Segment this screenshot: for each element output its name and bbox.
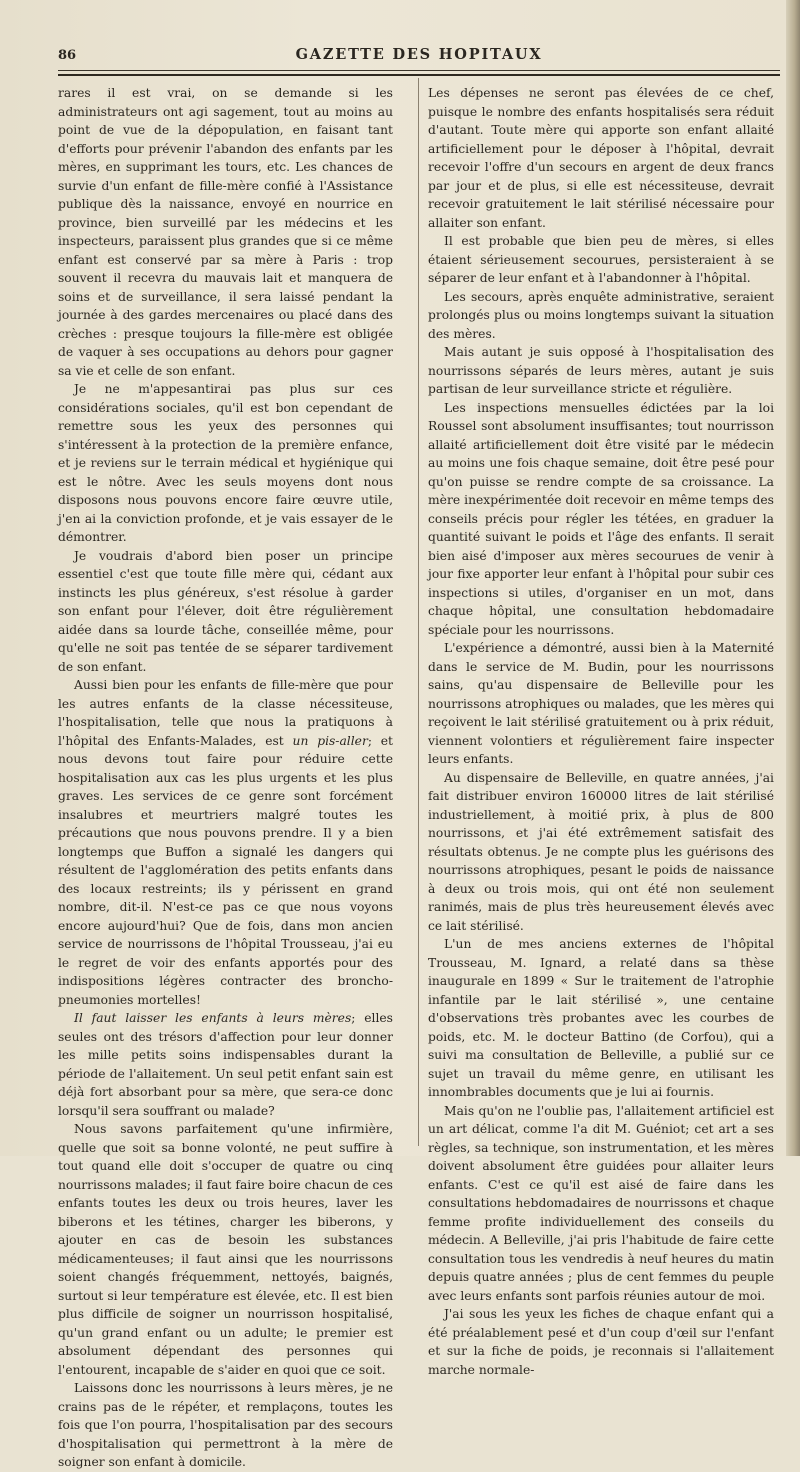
page-edge-shadow — [786, 0, 800, 1156]
right-paragraph-8: L'un de mes anciens externes de l'hôpital Trousseau, M. Ignard, a relaté dans sa thèse inaugurale en 1899 « Sur le traitement de l'atrophie infantile par le lait stérilisé », une centaine d'observations très probantes avec les courbes de poids, etc. M. le docteur Battino (de Corfou), qui a suivi ma consultation de Belleville, a publié sur ce sujet un travail du même genre, en utilisant les innombrables documents que je lui ai fournis. — [428, 937, 774, 1099]
left-paragraph-5 — [58, 1009, 393, 1120]
header-rule-thin — [58, 70, 780, 71]
left-paragraph-6: Nous savons parfaitement qu'une infirmière, quelle que soit sa bonne volonté, ne peut suffire à tout quand elle doit s'occuper de quatre ou cinq nourrissons malades; il faut faire boire chacun de ces enfants toutes les deux ou trois heures, laver les biberons et les tétines, charger les biberons, y ajouter en cas de besoin les substances médicamenteuses; il faut ainsi que les nourrissons soient changés fréquemment, nettoyés, baignés, surtout si leur température est élevée, etc. Il est bien plus difficile de soigner un nourrisson hospitalisé, qu'un grand enfant ou un adulte; le premier est absolument dépendant des personnes qui l'entourent, incapable de s'aider en quoi que ce soit. — [58, 1122, 393, 1377]
left-paragraph-2: Je ne m'appesantirai pas plus sur ces considérations sociales, qu'il est bon cependant de remettre sous les yeux des personnes qui s'intéressent à la protection de la première enfance, et je reviens sur le terrain médical et hygiénique qui est le nôtre. Avec les seuls moyens dont nous disposons nous pouvons encore faire œuvre utile, j'en ai la conviction profonde, et je vais essayer de le démontrer. — [58, 382, 393, 544]
left-paragraph-1: rares il est vrai, on se demande si les administrateurs ont agi sagement, tout au moins au point de vue de la dépopulation, en faisant tant d'efforts pour prévenir l'abandon des enfants par les mères, en supprimant les tours, etc. Les chances de survie d'un enfant de fille-mère confié à l'Assistance publique dès la naissance, envoyé en nourrice en province, bien surveillé par les médecins et les inspecteurs, paraissent plus grandes que si ce même enfant est conservé par sa mère à Paris : trop souvent il recevra du mauvais lait et manquera de soins et de surveillance, il sera laissé pendant la journée à des gardes mercenaires ou placé dans des crèches : presque toujours la fille-mère est obligée de vaquer à ses occupations au dehors pour gagner sa vie et celle de son enfant. — [58, 86, 393, 378]
left-paragraph-5-italic: Il faut laisser les enfants à leurs mères — [74, 1011, 352, 1025]
right-paragraph-3: Les secours, après enquête administrative, seraient prolongés plus ou moins longtemps suivant la situation des mères. — [428, 289, 774, 341]
left-paragraph-4-text-b: ; et nous devons tout faire pour réduire cette hospitalisation aux cas les plus urgents et les plus graves. Les services de ce genre sont forcément insalubres et meurtriers malgré toutes les précautions que nous pouvons prendre. Il y a bien longtemps que Buffon a signalé les dangers qui résultent de l'agglomération des petits enfants dans des locaux restreints; ils y périssent en grand nombre, dit-il. N'est-ce pas ce que nous voyons encore aujourd'hui? Que de fois, dans mon ancien service de nourrissons de l'hôpital Trousseau, j'ai eu le regret de voir des enfants apportés pour des indispositions légères contracter des broncho-pneumonies mortelles! — [58, 733, 393, 1007]
right-paragraph-5: Les inspections mensuelles édictées par la loi Roussel sont absolument insuffisantes; tout nourrisson allaité artificiellement doit être visité par le médecin au moins une fois chaque semaine, doit être pesé pour qu'on puisse se rendre compte de sa croissance. La mère inexpérimentée doit recevoir en même temps des conseils précis pour régler les tétées, en graduer la quantité suivant le poids et l'âge des enfants. Il serait bien aisé d'imposer aux mères secourues de venir à jour fixe apporter leur enfant à l'hôpital pour subir ces inspections si utiles, d'organiser en un mot, dans chaque hôpital, une consultation hebdomadaire spéciale pour les nourrissons. — [428, 400, 774, 637]
right-paragraph-1: Les dépenses ne seront pas élevées de ce chef, puisque le nombre des enfants hospitalisés sera réduit d'autant. Toute mère qui apporte son enfant allaité artificiellement pour le déposer à l'hôpital, devrait recevoir l'offre d'un secours en argent de deux francs par jour et de plus, si elle est nécessiteuse, devrait recevoir gratuitement le lait stérilisé nécessaire pour allaiter son enfant. — [428, 86, 774, 230]
left-paragraph-4-italic: un pis-aller — [292, 733, 368, 748]
journal-title: GAZETTE DES HOPITAUX — [295, 46, 543, 63]
left-paragraph-3: Je voudrais d'abord bien poser un principe essentiel c'est que toute fille mère qui, cédant aux instincts les plus généreux, s'est résolue à garder son enfant pour l'élever, doit être régulièrement aidée dans sa lourde tâche, conseillée même, pour qu'elle ne soit pas tentée de se séparer tardivement de son enfant. — [58, 548, 393, 674]
right-paragraph-7: Au dispensaire de Belleville, en quatre années, j'ai fait distribuer environ 160000 litres de lait stérilisé industriellement, à moitié prix, à plus de 800 nourrissons, et j'ai été extrêmement satisfait des résultats obtenus. Je ne compte plus les guérisons des nourrissons atrophiques, pesant le poids de naissance à deux ou trois mois, qui ont été non seulement ranimés, mais de plus très heureusement élevés avec ce lait stérilisé. — [428, 770, 774, 933]
right-paragraph-2: Il est probable que bien peu de mères, si elles étaient sérieusement secourues, persisteraient à se séparer de leur enfant et à l'abandonner à l'hôpital. — [428, 234, 774, 285]
right-paragraph-9: Mais qu'on ne l'oublie pas, l'allaitement artificiel est un art délicat, comme l'a dit M. Guéniot; cet art a ses règles, sa technique, son instrumentation, et les mères doivent absolument être guidées pour allaiter leurs enfants. C'est ce qu'il est aisé de faire dans les consultations hebdomadaires de nourrissons et chaque femme profite individuellement des conseils du médecin. A Belleville, j'ai pris l'habitude de faire cette consultation tous les vendredis à neuf heures du matin depuis quatre années ; plus de cent femmes du peuple avec leurs enfants sont parfois réunies autour de moi. — [428, 1103, 774, 1303]
left-paragraph-5-text: ; elles seules ont des trésors d'affection pour leur donner les mille petits soins indispensables durant la période de l'allaitement. Un seul petit enfant sain est déjà fort absorbant pour sa mère, que sera-ce donc lorsqu'il sera souffrant ou malade? — [58, 1011, 393, 1118]
left-column — [58, 84, 393, 1469]
column-divider — [418, 78, 419, 1146]
left-paragraph-4-text-a: Aussi bien pour les enfants de fille-mère que pour les autres enfants de la classe nécessiteuse, l'hospitalisation, telle que nous la pratiquons à l'hôpital des Enfants-Malades, est — [58, 678, 393, 748]
page-header — [58, 40, 780, 70]
right-paragraph-4: Mais autant je suis opposé à l'hospitalisation des nourrissons séparés de leurs mères, autant je suis partisan de leur surveillance stricte et régulière. — [428, 345, 774, 396]
right-column — [428, 84, 774, 1377]
page-number: 86 — [58, 48, 77, 63]
left-paragraph-7: Laissons donc les nourrissons à leurs mères, je ne crains pas de le répéter, et remplaçons, toutes les fois que l'on pourra, l'hospitalisation par des secours d'hospitalisation qui permettront à la mère de soigner son enfant à domicile. — [58, 1381, 393, 1469]
right-paragraph-6: L'expérience a démontré, aussi bien à la Maternité dans le service de M. Budin, pour les nourrissons sains, qu'au dispensaire de Belleville pour les nourrissons atrophiques ou malades, que les mères qui reçoivent le lait stérilisé gratuitement ou à prix réduit, viennent volontiers et régulièrement faire inspecter leurs enfants. — [428, 641, 774, 766]
header-rule-thick — [58, 74, 780, 76]
left-paragraph-4 — [58, 676, 393, 1009]
right-paragraph-10: J'ai sous les yeux les fiches de chaque enfant qui a été préalablement pesé et d'un coup d'œil sur l'enfant et sur la fiche de poids, je reconnais si l'allaitement marche normale- — [428, 1307, 774, 1377]
